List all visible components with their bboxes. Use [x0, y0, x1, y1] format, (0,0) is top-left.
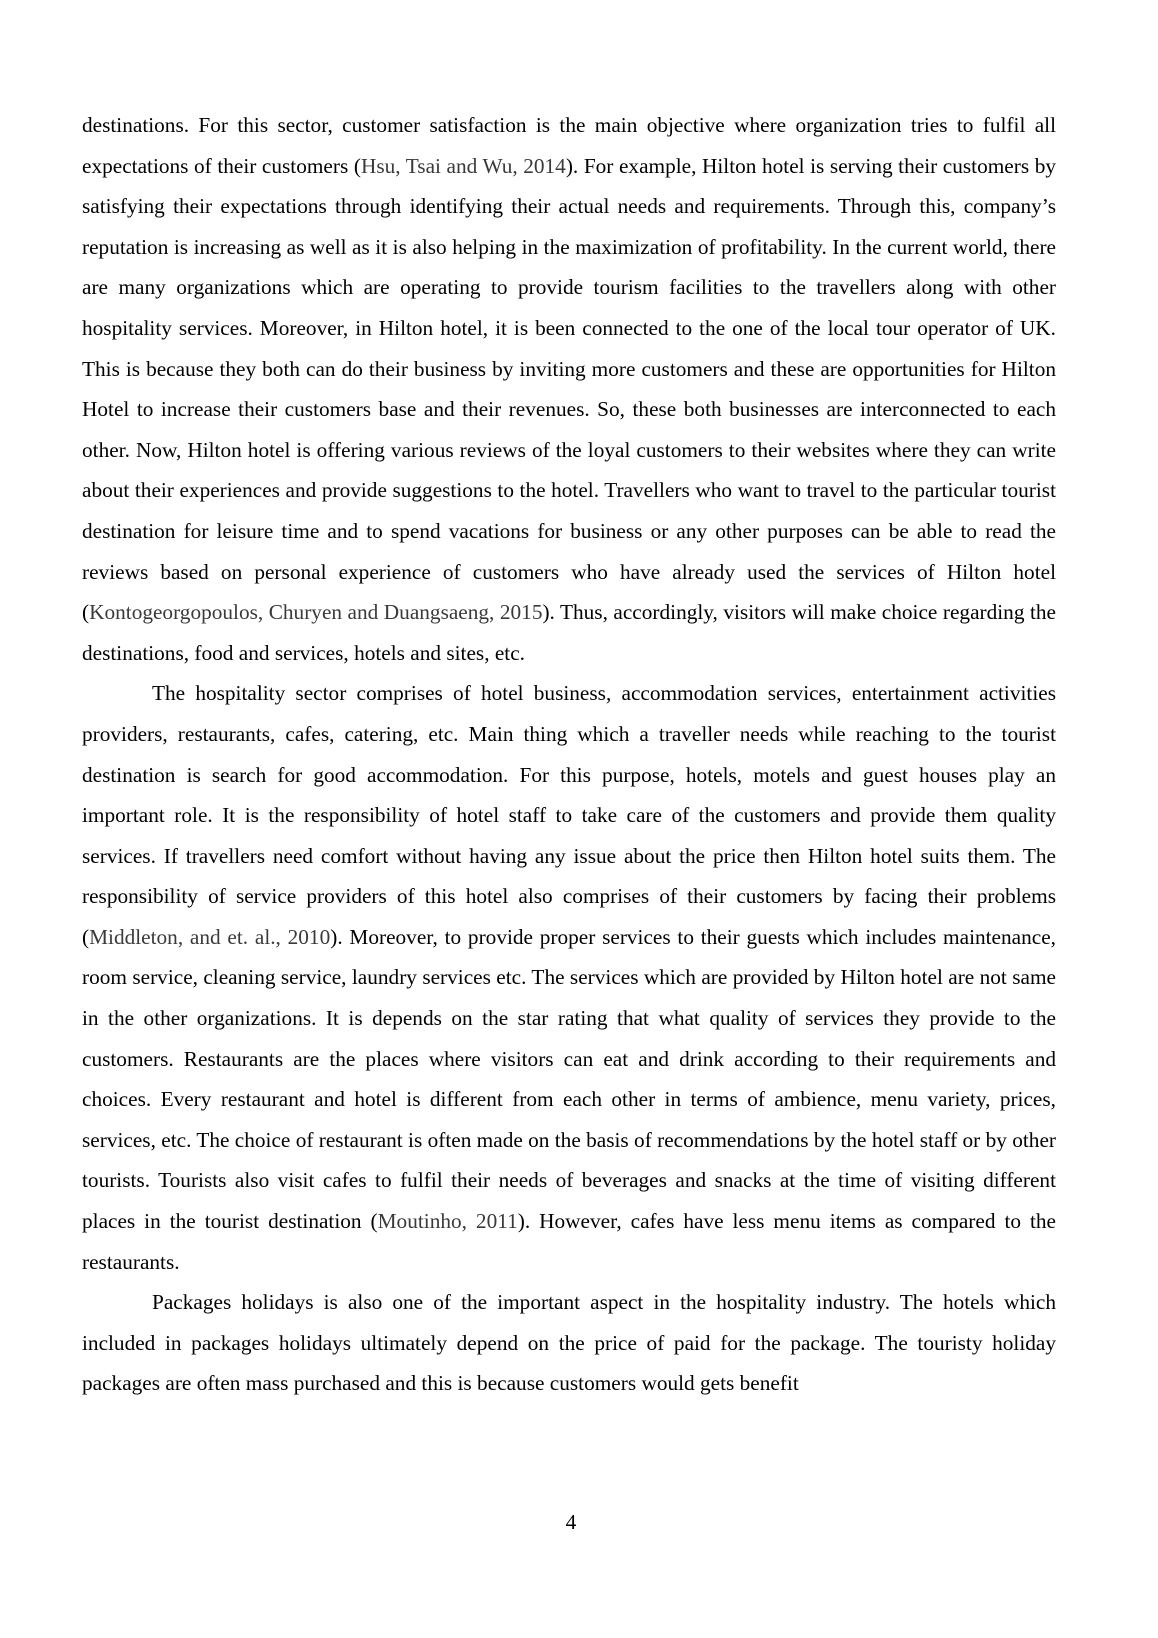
text-segment: ). However, cafes have less menu items as compared to the restaurants. [82, 1209, 1057, 1274]
paragraph-1 [82, 105, 1056, 673]
citation: Kontogeorgopoulos, Churyen and Duangsaeng, 2015 [89, 600, 543, 625]
text-segment: ). Thus, accordingly, visitors will make choice regarding the destinations, food and services, hotels and sites, etc. [82, 600, 1056, 665]
body-text [82, 105, 1056, 1404]
text-segment: ). Moreover, to provide proper services to their guests which includes maintenance, room service, cleaning service, laundry services etc. The services which are provided by Hilton hotel are not same in the other organizations. It is depends on the star rating that what quality of services they provide to the customers. Restaurants are the places where visitors can eat and drink according to their requirements and choices. Every restaurant and hotel is different from each other in terms of ambience, menu variety, prices, services, etc. The choice of restaurant is often made on the basis of recommendations by the hotel staff or by other tourists. Tourists also visit cafes to fulfil their needs of beverages and snacks at the time of visiting different places in the tourist destination ( [82, 924, 1056, 1234]
citation: Hsu, Tsai and Wu, 2014 [360, 153, 566, 178]
paragraph-2 [82, 673, 1056, 1282]
citation: Middleton, and et. al., 2010 [89, 924, 331, 949]
paragraph-3 [82, 1282, 1056, 1404]
citation: Moutinho, 2011 [377, 1209, 518, 1234]
text-segment: Packages holidays is also one of the important aspect in the hospitality industry. The hotels which included in packages holidays ultimately depend on the price of paid for the package. The touristy holiday packages are often mass purchased and this is because customers would gets benefit [82, 1290, 1056, 1396]
text-segment: The hospitality sector comprises of hotel business, accommodation services, entertainment activities providers, restaurants, cafes, catering, etc. Main thing which a traveller needs while reaching to the tourist destination is search for good accommodation. For this purpose, hotels, motels and guest houses play an important role. It is the responsibility of hotel staff to take care of the customers and provide them quality services. If travellers need comfort without having any issue about the price then Hilton hotel suits them. The responsibility of service providers of this hotel also comprises of their customers by facing their problems ( [82, 681, 1056, 949]
page-number: 4 [565, 1510, 577, 1534]
text-segment: ). For example, Hilton hotel is serving their customers by satisfying their expectations through identifying their actual needs and requirements. Through this, company’s reputation is increasing as well as it is also helping in the maximization of profitability. In the current world, there are many organizations which are operating to provide tourism facilities to the travellers along with other hospitality services. Moreover, in Hilton hotel, it is been connected to the one of the local tour operator of UK. This is because they both can do their business by inviting more customers and these are opportunities for Hilton Hotel to increase their customers base and their revenues. So, these both businesses are interconnected to each other. Now, Hilton hotel is offering various reviews of the loyal customers to their websites where they can write about their experiences and provide suggestions to the hotel. Travellers who want to travel to the particular tourist destination for leisure time and to spend vacations for business or any other purposes can be able to read the reviews based on personal experience of customers who have already used the services of Hilton hotel ( [82, 153, 1056, 625]
text-segment: destinations. For this sector, customer satisfaction is the main objective where organization tries to fulfil all expectations of their customers ( [82, 113, 1056, 178]
